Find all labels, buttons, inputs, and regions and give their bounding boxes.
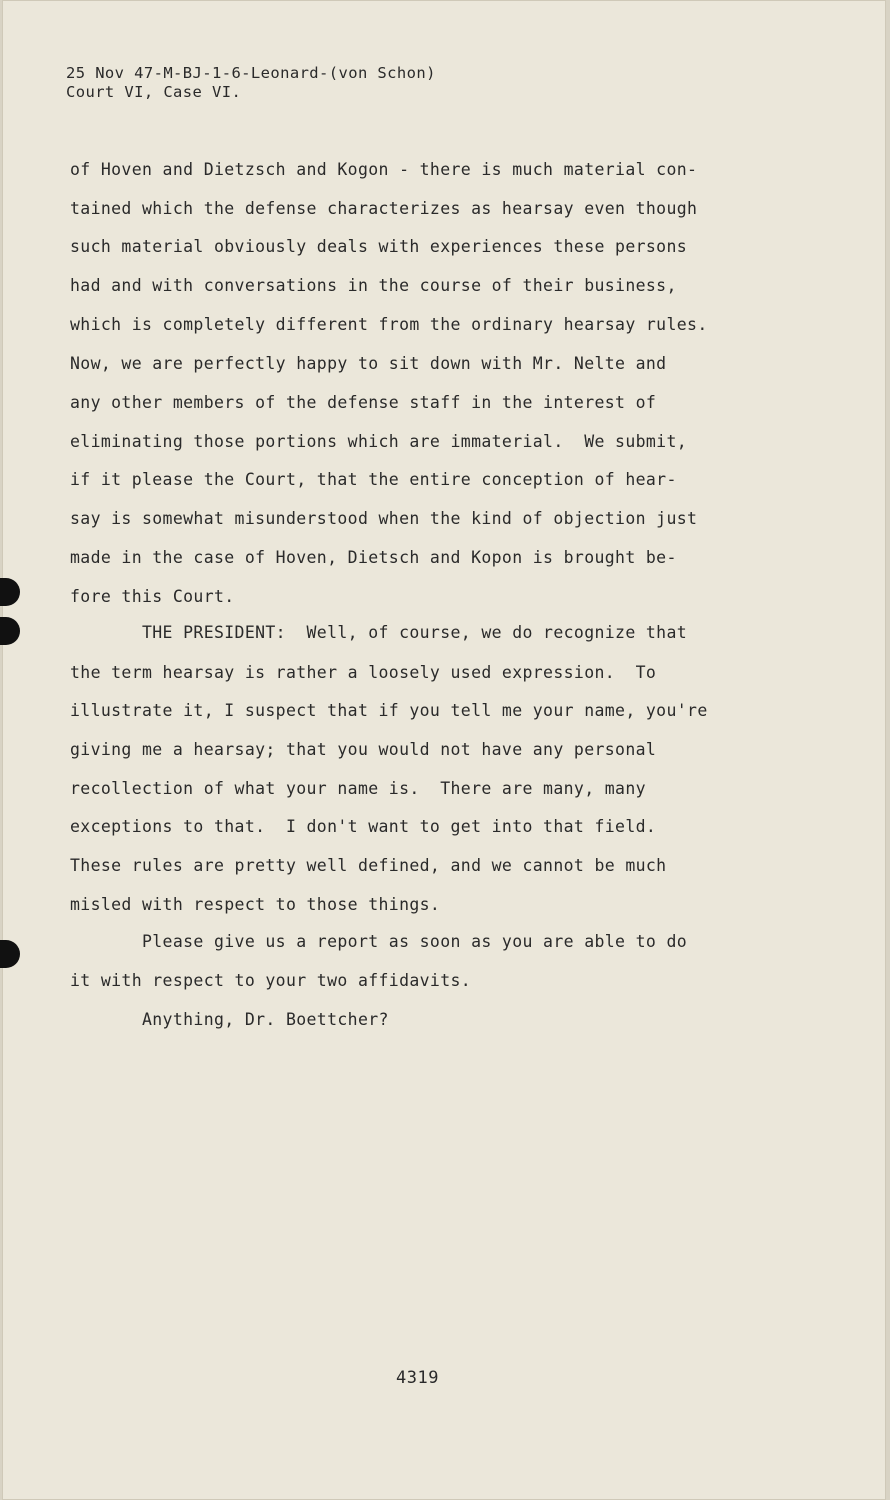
punch-hole bbox=[0, 940, 20, 968]
transcript-line: the term hearsay is rather a loosely used expression. To bbox=[70, 663, 657, 682]
transcript-line: giving me a hearsay; that you would not have any personal bbox=[70, 740, 657, 759]
transcript-line: Now, we are perfectly happy to sit down with Mr. Nelte and bbox=[70, 354, 667, 373]
transcript-line: illustrate it, I suspect that if you tell me your name, you're bbox=[70, 701, 708, 720]
transcript-line: any other members of the defense staff in the interest of bbox=[70, 393, 657, 412]
document-page bbox=[2, 0, 886, 1500]
punch-hole bbox=[0, 617, 20, 645]
transcript-line: misled with respect to those things. bbox=[70, 895, 441, 914]
transcript-line: eliminating those portions which are immaterial. We submit, bbox=[70, 432, 688, 451]
punch-hole bbox=[0, 578, 20, 606]
transcript-line: Please give us a report as soon as you are able to do bbox=[70, 932, 688, 951]
transcript-line: such material obviously deals with experiences these persons bbox=[70, 237, 688, 256]
transcript-line: had and with conversations in the course of their business, bbox=[70, 276, 677, 295]
transcript-line: These rules are pretty well defined, and we cannot be much bbox=[70, 856, 667, 875]
transcript-line: exceptions to that. I don't want to get into that field. bbox=[70, 817, 657, 836]
header-reference-line: 25 Nov 47-M-BJ-1-6-Leonard-(von Schon) bbox=[66, 64, 436, 82]
transcript-line: Anything, Dr. Boettcher? bbox=[70, 1010, 389, 1029]
transcript-line: fore this Court. bbox=[70, 587, 235, 606]
transcript-line: tained which the defense characterizes as hearsay even though bbox=[70, 199, 698, 218]
transcript-line: say is somewhat misunderstood when the kind of objection just bbox=[70, 509, 698, 528]
transcript-line: made in the case of Hoven, Dietsch and Kopon is brought be- bbox=[70, 548, 677, 567]
document-header bbox=[66, 64, 436, 102]
speaker-line: THE PRESIDENT: Well, of course, we do recognize that bbox=[70, 623, 688, 642]
transcript-line: if it please the Court, that the entire conception of hear- bbox=[70, 470, 677, 489]
transcript-line: which is completely different from the ordinary hearsay rules. bbox=[70, 315, 708, 334]
transcript-line: of Hoven and Dietzsch and Kogon - there is much material con- bbox=[70, 160, 698, 179]
header-court-line: Court VI, Case VI. bbox=[66, 83, 242, 101]
transcript-line: recollection of what your name is. There are many, many bbox=[70, 779, 646, 798]
transcript-line: it with respect to your two affidavits. bbox=[70, 971, 472, 990]
page-number: 4319 bbox=[396, 1368, 439, 1388]
